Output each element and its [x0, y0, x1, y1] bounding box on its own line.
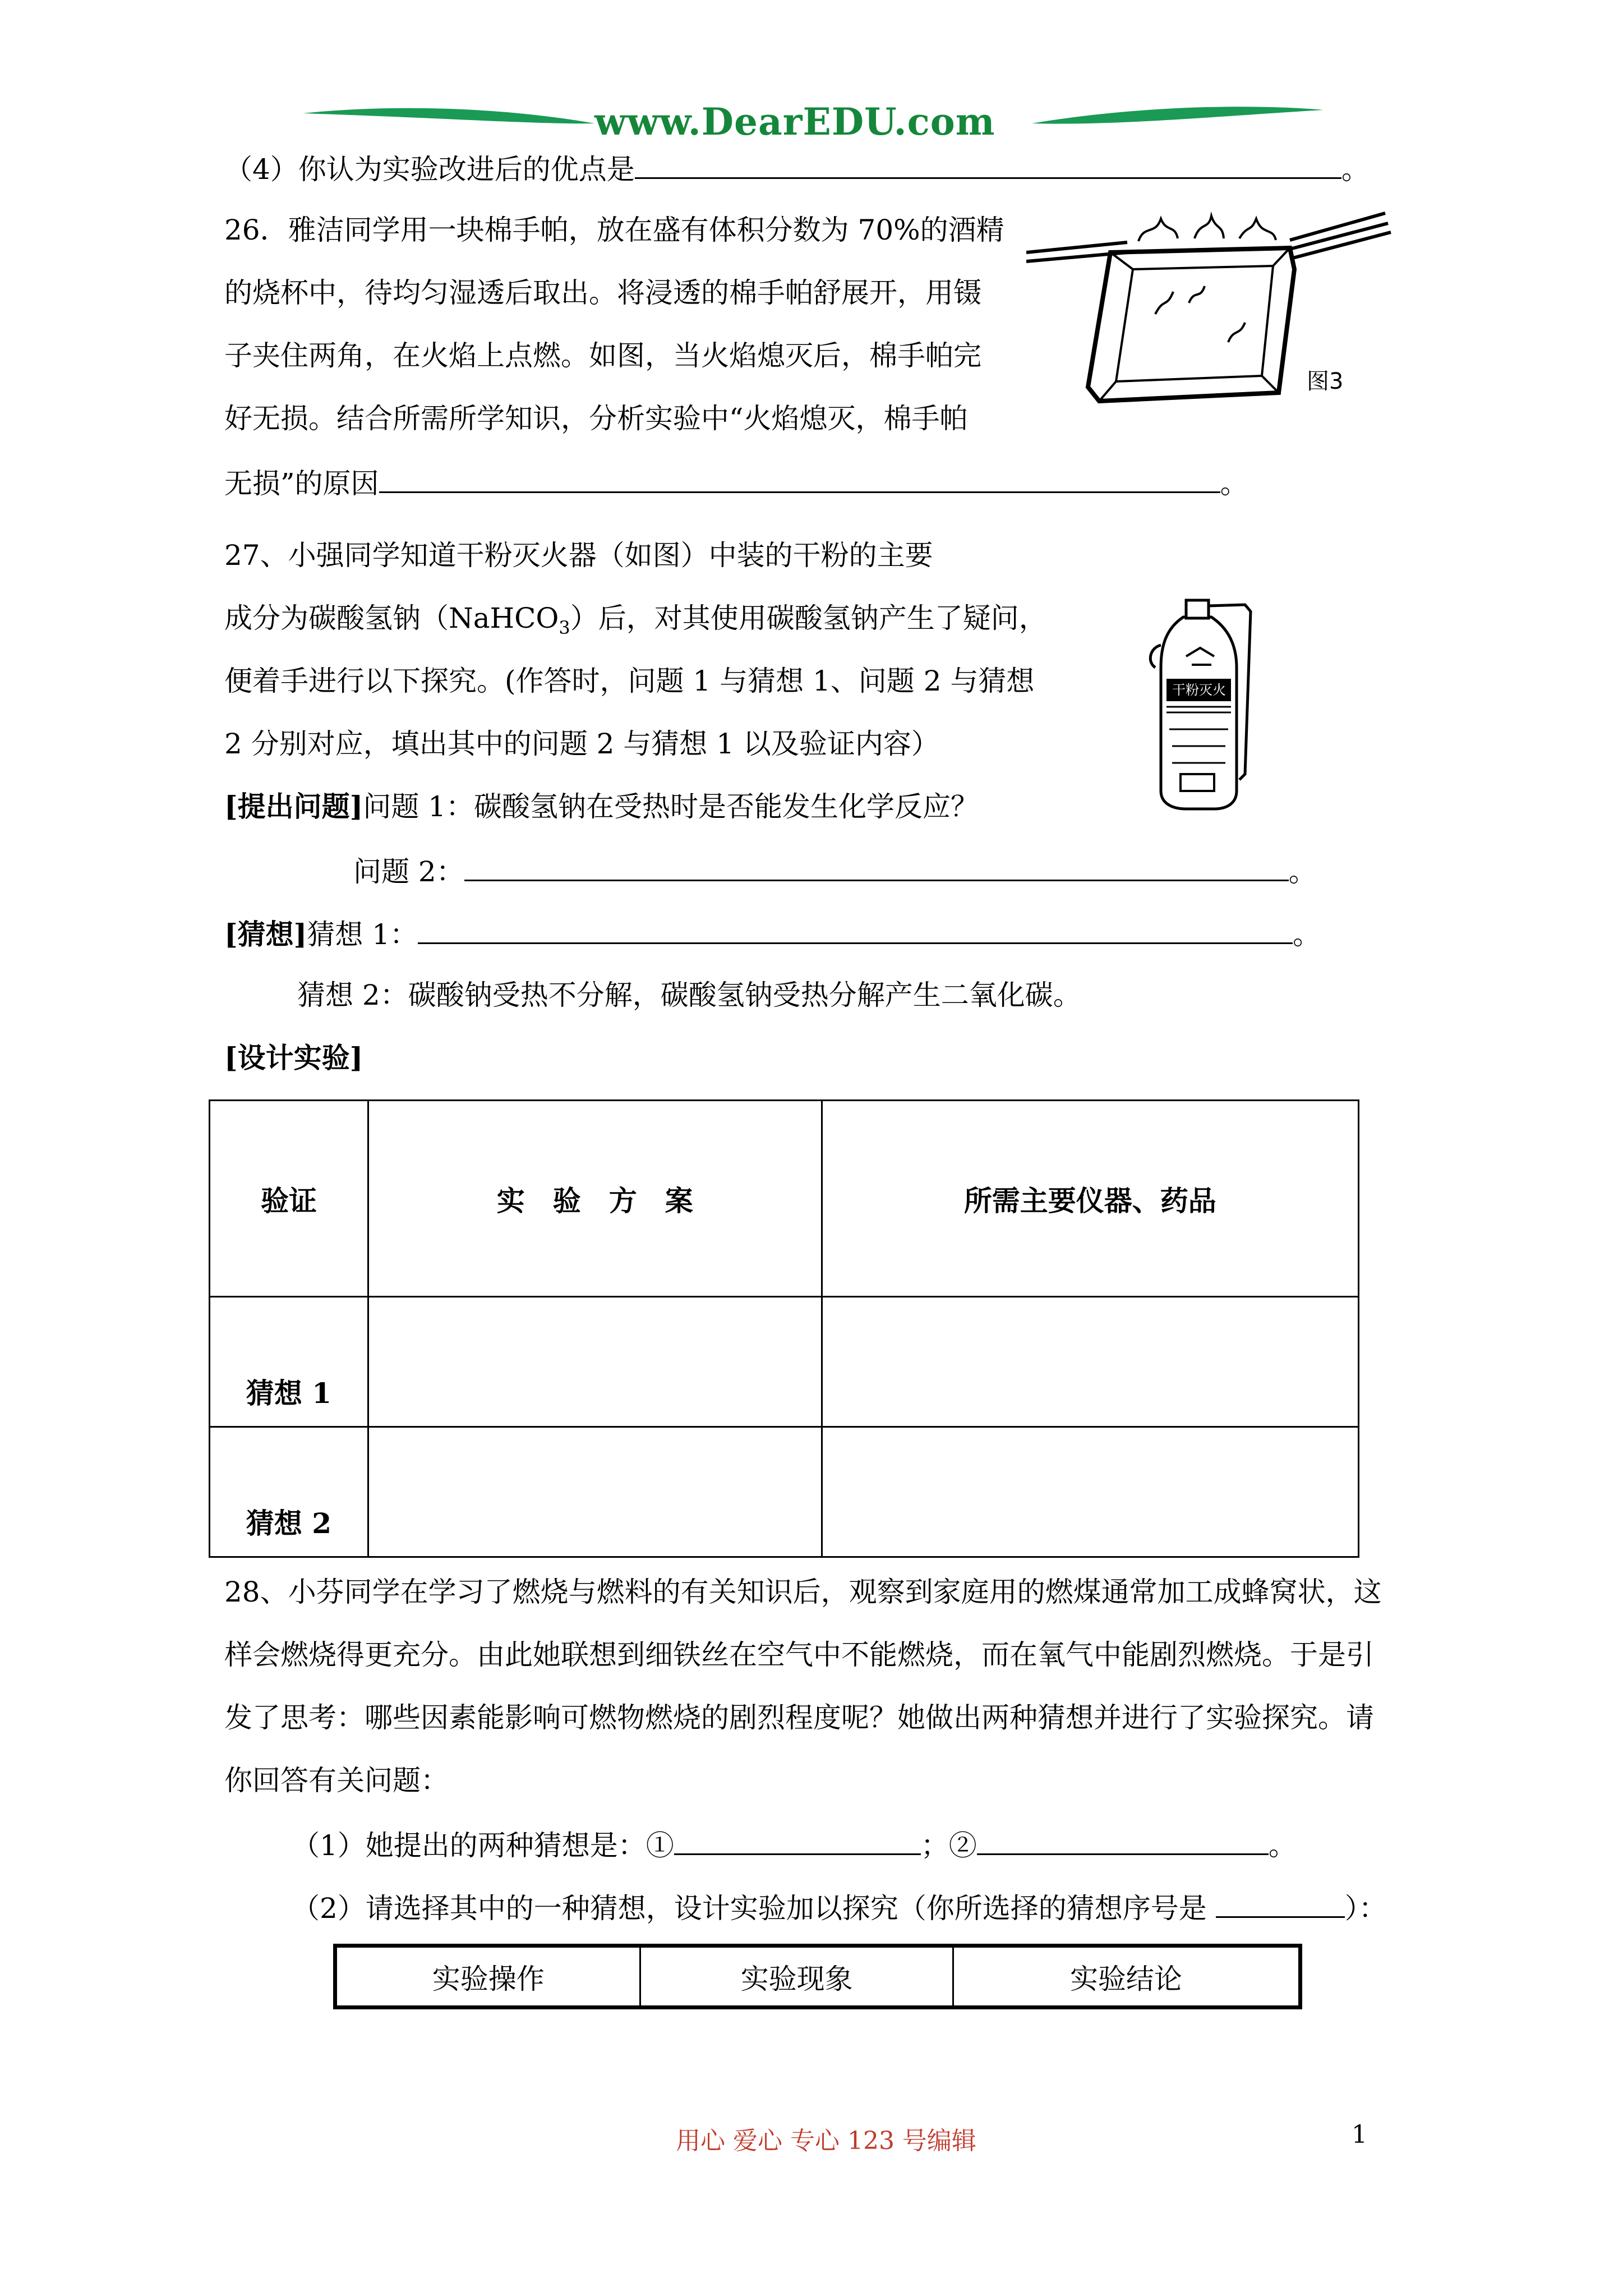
- q27-question1-row: [224, 790, 979, 823]
- q26-line2: 的烧杯中，待均匀湿透后取出。将浸透的棉手帕舒展开，用镊: [224, 277, 981, 309]
- design-table-guess1-materials-cell[interactable]: [822, 1297, 1358, 1427]
- q27-guess1-row: [224, 915, 1321, 951]
- design-table-guess2-materials-cell[interactable]: [822, 1427, 1358, 1557]
- exp-table-header-row: [335, 1946, 1301, 2008]
- exp-table-header-operation: 实验操作: [335, 1946, 640, 2008]
- q27-question2-end: 。: [1288, 855, 1317, 888]
- q26-answer-blank[interactable]: [379, 464, 1220, 493]
- fire-extinguisher-figure: [1133, 595, 1279, 813]
- q28-line1: 28、小芬同学在学习了燃烧与燃料的有关知识后，观察到家庭用的燃煤通常加工成蜂窝状，这: [224, 1576, 1382, 1608]
- exp-table-header-conclusion: 实验结论: [953, 1946, 1300, 2008]
- design-table-row-guess2: [210, 1427, 1359, 1557]
- q27-line2-b: ）后，对其使用碳酸氢钠产生了疑问，: [570, 602, 1047, 634]
- q25-part4: [224, 150, 1370, 186]
- q26-end: 。: [1220, 467, 1248, 500]
- q25-answer-blank[interactable]: [635, 150, 1341, 179]
- q27-question2-row: [353, 853, 1317, 889]
- q27-subscript: 3: [559, 617, 570, 638]
- q27-question2-blank[interactable]: [464, 853, 1289, 881]
- q28-part2-a: （2）请选择其中的一种猜想，设计实验加以探究（你所选择的猜想序号是: [292, 1892, 1216, 1925]
- q27-guess-tag: [猜想]: [224, 918, 307, 951]
- site-logo: www.DearEDU.com: [594, 100, 995, 144]
- q26-line5-text: 无损”的原因: [224, 467, 379, 500]
- q27-line4: 2 分别对应，填出其中的问题 2 与猜想 1 以及验证内容）: [224, 728, 939, 760]
- q27-line3: 便着手进行以下探究。(作答时，问题 1 与猜想 1、问题 2 与猜想: [224, 665, 1035, 697]
- q28-choice-blank[interactable]: [1216, 1889, 1345, 1918]
- q28-guess2-blank[interactable]: [977, 1826, 1269, 1855]
- q28-line2: 样会燃烧得更充分。由此她联想到细铁丝在空气中不能燃烧，而在氧气中能剧烈燃烧。于是引: [224, 1639, 1374, 1671]
- q28-part2-row: [292, 1889, 1387, 1925]
- q27-question-tag: [提出问题]: [224, 790, 363, 823]
- footer-text: 用心 爱心 专心 123 号编辑: [676, 2127, 976, 2155]
- exp-table-header-phenomenon: 实验现象: [640, 1946, 953, 2008]
- design-table-header-row: [210, 1101, 1359, 1297]
- design-table-header-plan: 实 验 方 案: [368, 1101, 822, 1297]
- page-number: 1: [1352, 2120, 1367, 2149]
- q28-part1-b: ；②: [920, 1829, 977, 1862]
- q27-guess2: 猜想 2：碳酸钠受热不分解，碳酸氢钠受热分解产生二氧化碳。: [297, 979, 1081, 1011]
- q28-part1-a: （1）她提出的两种猜想是：①: [292, 1829, 674, 1862]
- q27-question1: 问题 1：碳酸氢钠在受热时是否能发生化学反应？: [363, 790, 979, 823]
- q27-guess1-blank[interactable]: [418, 915, 1293, 944]
- design-experiment-table: [209, 1099, 1359, 1558]
- experiment-result-table: [333, 1944, 1302, 2009]
- q27-guess1-end: 。: [1293, 918, 1321, 951]
- q26-line1: 26．雅洁同学用一块棉手帕，放在盛有体积分数为 70%的酒精: [224, 214, 1004, 246]
- q25-part4-text: （4）你认为实验改进后的优点是: [224, 153, 635, 186]
- design-table-row-guess1: [210, 1297, 1359, 1427]
- design-table-guess1-plan-cell[interactable]: [368, 1297, 822, 1427]
- design-table-header-materials: 所需主要仪器、药品: [822, 1101, 1358, 1297]
- q27-line2-a: 成分为碳酸氢钠（NaHCO: [224, 602, 559, 634]
- q26-line4: 好无损。结合所需所学知识，分析实验中“火焰熄灭，棉手帕: [224, 402, 968, 435]
- q28-part1-row: [292, 1826, 1297, 1862]
- q28-part2-end: ）：: [1344, 1892, 1387, 1925]
- q25-end: 。: [1341, 153, 1370, 186]
- q27-guess1: 猜想 1：: [307, 918, 418, 951]
- q27-line2: [224, 601, 1047, 645]
- q26-line5: [224, 464, 1248, 500]
- q26-line3: 子夹住两角，在火焰上点燃。如图，当火焰熄灭后，棉手帕完: [224, 339, 981, 372]
- q28-part1-end: 。: [1268, 1829, 1297, 1862]
- design-table-guess2-label: 猜想 2: [210, 1427, 368, 1557]
- q27-line1: 27、小强同学知道干粉灭火器（如图）中装的干粉的主要: [224, 539, 933, 572]
- design-table-header-verify: 验证: [210, 1101, 368, 1297]
- design-table-guess2-plan-cell[interactable]: [368, 1427, 822, 1557]
- q28-line4: 你回答有关问题：: [224, 1764, 449, 1797]
- design-table-guess1-label: 猜想 1: [210, 1297, 368, 1427]
- q28-line3: 发了思考：哪些因素能影响可燃物燃烧的剧烈程度呢？她做出两种猜想并进行了实验探究。请: [224, 1701, 1374, 1734]
- q27-design-tag: [设计实验]: [224, 1041, 363, 1074]
- figure-3-label: 图3: [1307, 369, 1344, 394]
- extinguisher-label: 干粉灭火: [1172, 682, 1226, 698]
- q28-guess1-blank[interactable]: [674, 1826, 921, 1855]
- q27-question2: 问题 2：: [353, 855, 464, 888]
